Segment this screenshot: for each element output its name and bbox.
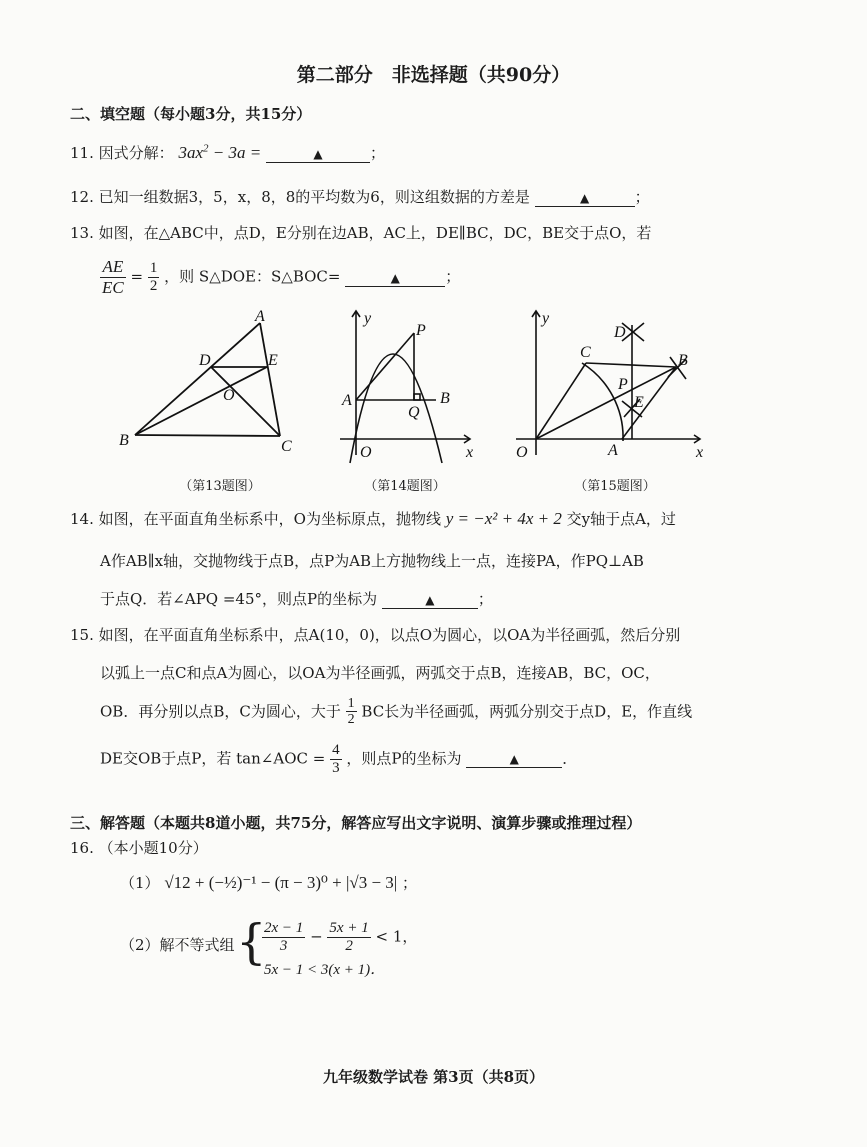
answer-blank-15 bbox=[466, 749, 562, 768]
label-o: O bbox=[360, 444, 372, 461]
question-14-line3: 于点Q．若∠APQ =45°，则点P的坐标为 ▲ ； bbox=[100, 590, 493, 608]
label-p: P bbox=[618, 376, 628, 393]
page-title: 第二部分 非选择题（共90分） bbox=[296, 64, 571, 86]
question-14-line2: A作AB∥x轴，交抛物线于点B，点P为AB上方抛物线上一点，连接PA，作PQ⊥AB bbox=[100, 552, 644, 570]
brace-icon: { bbox=[236, 914, 267, 970]
label-b: B bbox=[119, 432, 129, 449]
question-14: 14. 如图，在平面直角坐标系中，O为坐标原点，抛物线 y = −x² + 4x + 2 交y轴于点A，过 bbox=[70, 509, 676, 528]
page-footer: 九年级数学试卷 第3页（共8页） bbox=[322, 1068, 545, 1086]
label-o: O bbox=[223, 387, 235, 404]
figure-13-triangle bbox=[115, 305, 305, 465]
question-11: 11. 因式分解： $3ax^2 - 3a$ = ▲ ； bbox=[70, 142, 385, 162]
section-2-heading: 二、填空题（每小题3分，共15分） bbox=[70, 105, 312, 123]
label-b: B bbox=[440, 390, 450, 407]
label-y: y bbox=[542, 310, 550, 327]
label-e: E bbox=[634, 394, 644, 411]
q16-part1-expression: √12 + (−½)⁻¹ − (π − 3)⁰ + |√3 − 3| bbox=[164, 873, 398, 892]
question-16-part2: （2）解不等式组 { $\frac{2x - 1}{3}$ − $\frac{5x + 1}{2}$ < 1， 5x − 1 < 3(x + 1)． bbox=[120, 914, 418, 978]
fraction-one-half: $\frac{1}{2}$ bbox=[347, 696, 355, 728]
question-15-line3: OB．再分别以点B，C为圆心，大于 $\frac{1}{2}$ BC长为半径画弧，两弧分别交于点D，E，作直线 bbox=[100, 696, 693, 728]
figure-13-caption: （第13题图） bbox=[179, 479, 261, 494]
label-a: A bbox=[342, 392, 352, 409]
figure-15-caption: （第15题图） bbox=[574, 479, 656, 494]
label-p: P bbox=[416, 322, 426, 339]
figure-15-construction bbox=[510, 305, 710, 465]
triangle-icon: ▲ bbox=[579, 191, 590, 205]
label-d: D bbox=[199, 352, 211, 369]
label-b: B bbox=[678, 352, 688, 369]
question-12: 12. 已知一组数据3，5，x，8，8的平均数为6，则这组数据的方差是 ▲ ； bbox=[70, 188, 650, 206]
label-x: x bbox=[466, 444, 474, 461]
label-d: D bbox=[614, 324, 626, 341]
question-15-line2: 以弧上一点C和点A为圆心，以OA为半径画弧，两弧交于点B，连接AB，BC，OC， bbox=[100, 664, 660, 682]
label-x: x bbox=[696, 444, 704, 461]
fraction-ae-ec: $\frac{AE}{EC}$ bbox=[102, 257, 124, 297]
answer-blank-13 bbox=[345, 268, 445, 287]
figure-14-caption: （第14题图） bbox=[364, 479, 446, 494]
figure-14-parabola bbox=[330, 305, 480, 465]
section-3-heading: 三、解答题（本题共8道小题，共75分，解答应写出文字说明、演算步骤或推理过程） bbox=[70, 814, 642, 832]
question-16: 16. （本小题10分） bbox=[70, 839, 208, 857]
answer-blank-12 bbox=[535, 188, 635, 207]
question-13: 13. 如图，在△ABC中，点D，E分别在边AB，AC上，DE∥BC，DC，BE交于点O，若 bbox=[70, 224, 652, 242]
inequality-1: $\frac{2x - 1}{3}$ − $\frac{5x + 1}{2}$ < 1， bbox=[264, 920, 418, 954]
triangle-icon: ▲ bbox=[390, 270, 400, 285]
label-o: O bbox=[516, 444, 528, 461]
label-y: y bbox=[364, 310, 372, 327]
question-15-line4: DE交OB于点P，若 tan∠AOC = $\frac{4}{3}$ ，则点P的坐标为 ▲ ． bbox=[100, 742, 578, 776]
inequality-2: 5x − 1 < 3(x + 1)． bbox=[264, 962, 386, 978]
question-15: 15. 如图，在平面直角坐标系中，点A(10，0)，以点O为圆心，以OA为半径画弧，然后分别 bbox=[70, 626, 681, 644]
fraction-one-half: $\frac{1}{2}$ bbox=[149, 260, 158, 294]
triangle-icon: ▲ bbox=[313, 147, 323, 161]
label-a: A bbox=[255, 308, 265, 325]
label-a: A bbox=[608, 442, 618, 459]
question-16-part1: （1） √12 + (−½)⁻¹ − (π − 3)⁰ + |√3 − 3| ； bbox=[120, 873, 417, 892]
label-c: C bbox=[580, 344, 591, 361]
label-q: Q bbox=[408, 404, 420, 421]
answer-blank-14 bbox=[382, 590, 478, 609]
label-c: C bbox=[281, 438, 292, 455]
q11-expression: $3ax^2 - 3a$ = bbox=[178, 142, 262, 162]
triangle-icon: ▲ bbox=[425, 593, 435, 607]
label-e: E bbox=[268, 352, 278, 369]
triangle-icon: ▲ bbox=[509, 752, 519, 767]
answer-blank-11 bbox=[266, 144, 370, 163]
question-13-line2: $\frac{AE}{EC}$ = $\frac{1}{2}$ ，则 S△DOE：S△BOC= ▲ ； bbox=[102, 257, 461, 297]
q14-parabola-expr: y = −x² + 4x + 2 bbox=[445, 509, 562, 528]
fraction-four-thirds: $\frac{4}{3}$ bbox=[332, 742, 340, 776]
